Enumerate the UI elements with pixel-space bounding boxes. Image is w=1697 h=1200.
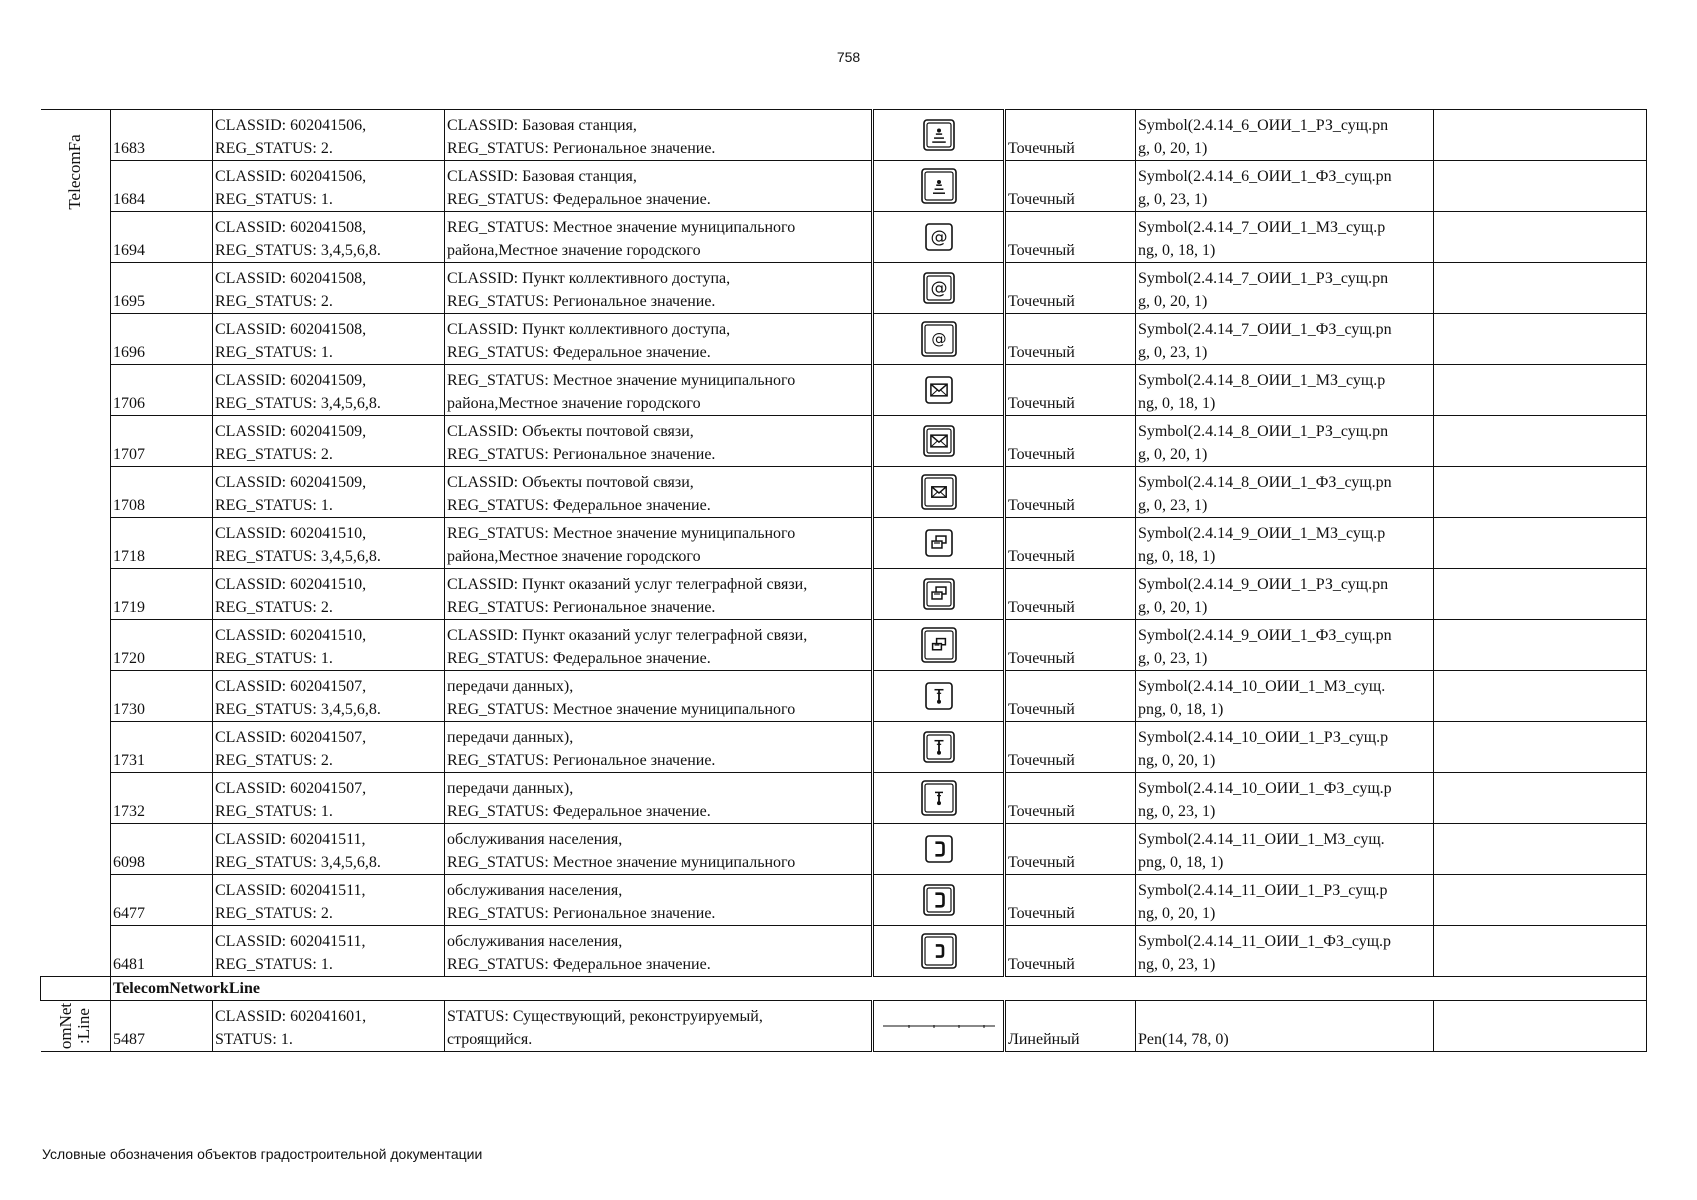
description-cell: CLASSID: Объекты почтовой связи, REG_STATUS: Региональное значение. [445,416,873,467]
classid-cell: CLASSID: 602041508, REG_STATUS: 2. [213,263,445,314]
empty-cell [1434,773,1647,824]
table-row [41,569,1647,620]
empty-cell [1434,416,1647,467]
classid-cell: CLASSID: 602041507, REG_STATUS: 2. [213,722,445,773]
empty-cell [1434,365,1647,416]
description-cell: обслуживания населения, REG_STATUS: Региональное значение. [445,875,873,926]
row-id: 1696 [111,314,213,365]
row-id: 6481 [111,926,213,977]
table-row [41,365,1647,416]
description-cell: REG_STATUS: Местное значение муниципального района,Местное значение городского [445,212,873,263]
classid-cell: CLASSID: 602041511, REG_STATUS: 2. [213,875,445,926]
style-cell: Symbol(2.4.14_11_ОИИ_1_ФЗ_сущ.p ng, 0, 23, 1) [1136,926,1434,977]
classid-cell: CLASSID: 602041510, REG_STATUS: 1. [213,620,445,671]
empty-cell [1434,314,1647,365]
table-row [41,416,1647,467]
classid-cell: CLASSID: 602041509, REG_STATUS: 3,4,5,6,8. [213,365,445,416]
classid-cell: CLASSID: 602041508, REG_STATUS: 3,4,5,6,8. [213,212,445,263]
row-id: 6477 [111,875,213,926]
empty-cell [1434,467,1647,518]
style-cell: Symbol(2.4.14_8_ОИИ_1_ФЗ_сущ.pn g, 0, 23, 1) [1136,467,1434,518]
row-id: 1706 [111,365,213,416]
style-cell: Symbol(2.4.14_8_ОИИ_1_РЗ_сущ.pn g, 0, 20, 1) [1136,416,1434,467]
table-row [41,722,1647,773]
description-cell: CLASSID: Пункт коллективного доступа, REG_STATUS: Федеральное значение. [445,314,873,365]
style-cell: Symbol(2.4.14_7_ОИИ_1_ФЗ_сущ.pn g, 0, 23, 1) [1136,314,1434,365]
group-label-cell [41,1001,111,1052]
empty-cell [1434,569,1647,620]
envelope-regional-icon [922,424,956,458]
style-cell: Symbol(2.4.14_10_ОИИ_1_МЗ_сущ. png, 0, 18, 1) [1136,671,1434,722]
style-cell: Symbol(2.4.14_8_ОИИ_1_МЗ_сущ.p ng, 0, 18, 1) [1136,365,1434,416]
symbol-cell [873,875,1005,926]
row-id: 1732 [111,773,213,824]
row-id: 1707 [111,416,213,467]
row-id: 1719 [111,569,213,620]
table-row [41,620,1647,671]
symbol-cell [873,416,1005,467]
table-row [41,926,1647,977]
empty-cell [1434,518,1647,569]
description-cell: передачи данных), REG_STATUS: Региональное значение. [445,722,873,773]
style-cell: Symbol(2.4.14_11_ОИИ_1_РЗ_сущ.p ng, 0, 20, 1) [1136,875,1434,926]
row-id: 1694 [111,212,213,263]
empty-cell [1434,926,1647,977]
geometry-type: Точечный [1005,722,1136,773]
envelope-local-icon [924,375,954,405]
table-row [41,1001,1647,1052]
style-cell: Symbol(2.4.14_7_ОИИ_1_МЗ_сущ.p ng, 0, 18, 1) [1136,212,1434,263]
symbol-cell [873,110,1005,161]
geometry-type: Точечный [1005,926,1136,977]
page-footer: Условные обозначения объектов градостроительной документации [42,1146,483,1162]
envelope-federal-icon [920,473,958,511]
symbol-cell [873,1001,1005,1052]
symbol-cell [873,926,1005,977]
geometry-type: Точечный [1005,824,1136,875]
geometry-type: Точечный [1005,110,1136,161]
style-cell: Symbol(2.4.14_11_ОИИ_1_МЗ_сущ. png, 0, 18, 1) [1136,824,1434,875]
geometry-type: Точечный [1005,773,1136,824]
description-cell: передачи данных), REG_STATUS: Федеральное значение. [445,773,873,824]
antenna-federal-icon [920,779,958,817]
description-cell: CLASSID: Пункт оказаний услуг телеграфной связи, REG_STATUS: Федеральное значение. [445,620,873,671]
row-id: 1731 [111,722,213,773]
geometry-type: Точечный [1005,212,1136,263]
row-id: 1730 [111,671,213,722]
geometry-type: Точечный [1005,365,1136,416]
table-row [41,518,1647,569]
style-cell: Symbol(2.4.14_7_ОИИ_1_РЗ_сущ.pn g, 0, 20, 1) [1136,263,1434,314]
legend-table [40,109,1647,1052]
description-cell: CLASSID: Объекты почтовой связи, REG_STATUS: Федеральное значение. [445,467,873,518]
table-row [41,110,1647,161]
geometry-type: Точечный [1005,467,1136,518]
style-cell: Symbol(2.4.14_9_ОИИ_1_РЗ_сущ.pn g, 0, 20, 1) [1136,569,1434,620]
row-id: 1695 [111,263,213,314]
symbol-cell [873,161,1005,212]
table-row [41,467,1647,518]
symbol-cell [873,773,1005,824]
empty-cell [1434,620,1647,671]
description-cell: CLASSID: Базовая станция, REG_STATUS: Федеральное значение. [445,161,873,212]
dashed-line-icon [879,1016,999,1036]
svg-text:@: @ [929,227,948,248]
symbol-cell [873,722,1005,773]
svg-text:@: @ [930,329,947,348]
classid-cell: CLASSID: 602041511, REG_STATUS: 3,4,5,6,8. [213,824,445,875]
symbol-cell [873,212,1005,263]
symbol-cell [873,314,1005,365]
group-label-cell [41,110,111,977]
symbol-cell [873,824,1005,875]
classid-cell: CLASSID: 602041508, REG_STATUS: 1. [213,314,445,365]
style-cell: Symbol(2.4.14_10_ОИИ_1_ФЗ_сущ.p ng, 0, 23, 1) [1136,773,1434,824]
at-regional-icon [922,271,956,305]
table-row [41,671,1647,722]
description-cell: REG_STATUS: Местное значение муниципального района,Местное значение городского [445,518,873,569]
table-row [41,773,1647,824]
style-cell: Pen(14, 78, 0) [1136,1001,1434,1052]
empty-cell [1434,161,1647,212]
style-cell: Symbol(2.4.14_9_ОИИ_1_ФЗ_сущ.pn g, 0, 23, 1) [1136,620,1434,671]
symbol-cell [873,569,1005,620]
classid-cell: CLASSID: 602041507, REG_STATUS: 3,4,5,6,8. [213,671,445,722]
table-row [41,824,1647,875]
description-cell: STATUS: Существующий, реконструируемый, строящийся. [445,1001,873,1052]
page-number: 758 [836,49,861,65]
symbol-cell [873,467,1005,518]
classid-cell: CLASSID: 602041511, REG_STATUS: 1. [213,926,445,977]
classid-cell: CLASSID: 602041507, REG_STATUS: 1. [213,773,445,824]
symbol-cell [873,518,1005,569]
geometry-type: Точечный [1005,314,1136,365]
base-station-federal-icon [920,167,958,205]
row-id: 6098 [111,824,213,875]
classid-cell: CLASSID: 602041510, REG_STATUS: 3,4,5,6,8. [213,518,445,569]
telegraph-local-icon [924,528,954,558]
symbol-cell [873,620,1005,671]
classid-cell: CLASSID: 602041509, REG_STATUS: 2. [213,416,445,467]
group-label-telecom-facility: TelecomFa [65,134,85,210]
classid-cell: CLASSID: 602041509, REG_STATUS: 1. [213,467,445,518]
at-federal-icon [920,320,958,358]
phone-local-icon [924,834,954,864]
table-row [41,263,1647,314]
geometry-type: Точечный [1005,875,1136,926]
table-row [41,212,1647,263]
description-cell: CLASSID: Базовая станция, REG_STATUS: Региональное значение. [445,110,873,161]
table-row [41,161,1647,212]
geometry-type: Точечный [1005,161,1136,212]
telegraph-federal-icon [920,626,958,664]
phone-regional-icon [922,883,956,917]
classid-cell: CLASSID: 602041506, REG_STATUS: 1. [213,161,445,212]
symbol-cell [873,263,1005,314]
geometry-type: Точечный [1005,671,1136,722]
classid-cell: CLASSID: 602041601, STATUS: 1. [213,1001,445,1052]
at-local-icon [924,222,954,252]
empty-cell [1434,722,1647,773]
geometry-type: Точечный [1005,569,1136,620]
empty-cell [1434,824,1647,875]
row-id: 5487 [111,1001,213,1052]
geometry-type: Точечный [1005,416,1136,467]
phone-federal-icon [920,932,958,970]
description-cell: обслуживания населения, REG_STATUS: Местное значение муниципального [445,824,873,875]
description-cell: CLASSID: Пункт оказаний услуг телеграфной связи, REG_STATUS: Региональное значение. [445,569,873,620]
geometry-type: Точечный [1005,620,1136,671]
geometry-type: Точечный [1005,263,1136,314]
style-cell: Symbol(2.4.14_10_ОИИ_1_РЗ_сущ.p ng, 0, 20, 1) [1136,722,1434,773]
row-id: 1718 [111,518,213,569]
classid-cell: CLASSID: 602041510, REG_STATUS: 2. [213,569,445,620]
description-cell: передачи данных), REG_STATUS: Местное значение муниципального [445,671,873,722]
empty-cell [1434,263,1647,314]
geometry-type: Линейный [1005,1001,1136,1052]
description-cell: REG_STATUS: Местное значение муниципального района,Местное значение городского [445,365,873,416]
description-cell: обслуживания населения, REG_STATUS: Федеральное значение. [445,926,873,977]
telegraph-regional-icon [922,577,956,611]
symbol-cell [873,671,1005,722]
section-heading: TelecomNetworkLine [111,977,1647,1001]
symbol-cell [873,365,1005,416]
classid-cell: CLASSID: 602041506, REG_STATUS: 2. [213,110,445,161]
description-cell: CLASSID: Пункт коллективного доступа, REG_STATUS: Региональное значение. [445,263,873,314]
empty-cell [1434,671,1647,722]
antenna-regional-icon [922,730,956,764]
table-row [41,875,1647,926]
empty-cell [1434,1001,1647,1052]
base-station-regional-icon [922,118,956,152]
table-row [41,314,1647,365]
empty-cell [1434,110,1647,161]
empty-cell [1434,875,1647,926]
empty-cell [1434,212,1647,263]
style-cell: Symbol(2.4.14_6_ОИИ_1_РЗ_сущ.pn g, 0, 20, 1) [1136,110,1434,161]
row-id: 1684 [111,161,213,212]
geometry-type: Точечный [1005,518,1136,569]
row-id: 1720 [111,620,213,671]
group-label-network-line: omNet :Line [56,1002,94,1050]
svg-text:@: @ [929,278,948,299]
style-cell: Symbol(2.4.14_9_ОИИ_1_МЗ_сущ.p ng, 0, 18, 1) [1136,518,1434,569]
antenna-local-icon [924,681,954,711]
row-id: 1683 [111,110,213,161]
section-group-blank [41,977,111,1001]
row-id: 1708 [111,467,213,518]
style-cell: Symbol(2.4.14_6_ОИИ_1_ФЗ_сущ.pn g, 0, 23, 1) [1136,161,1434,212]
